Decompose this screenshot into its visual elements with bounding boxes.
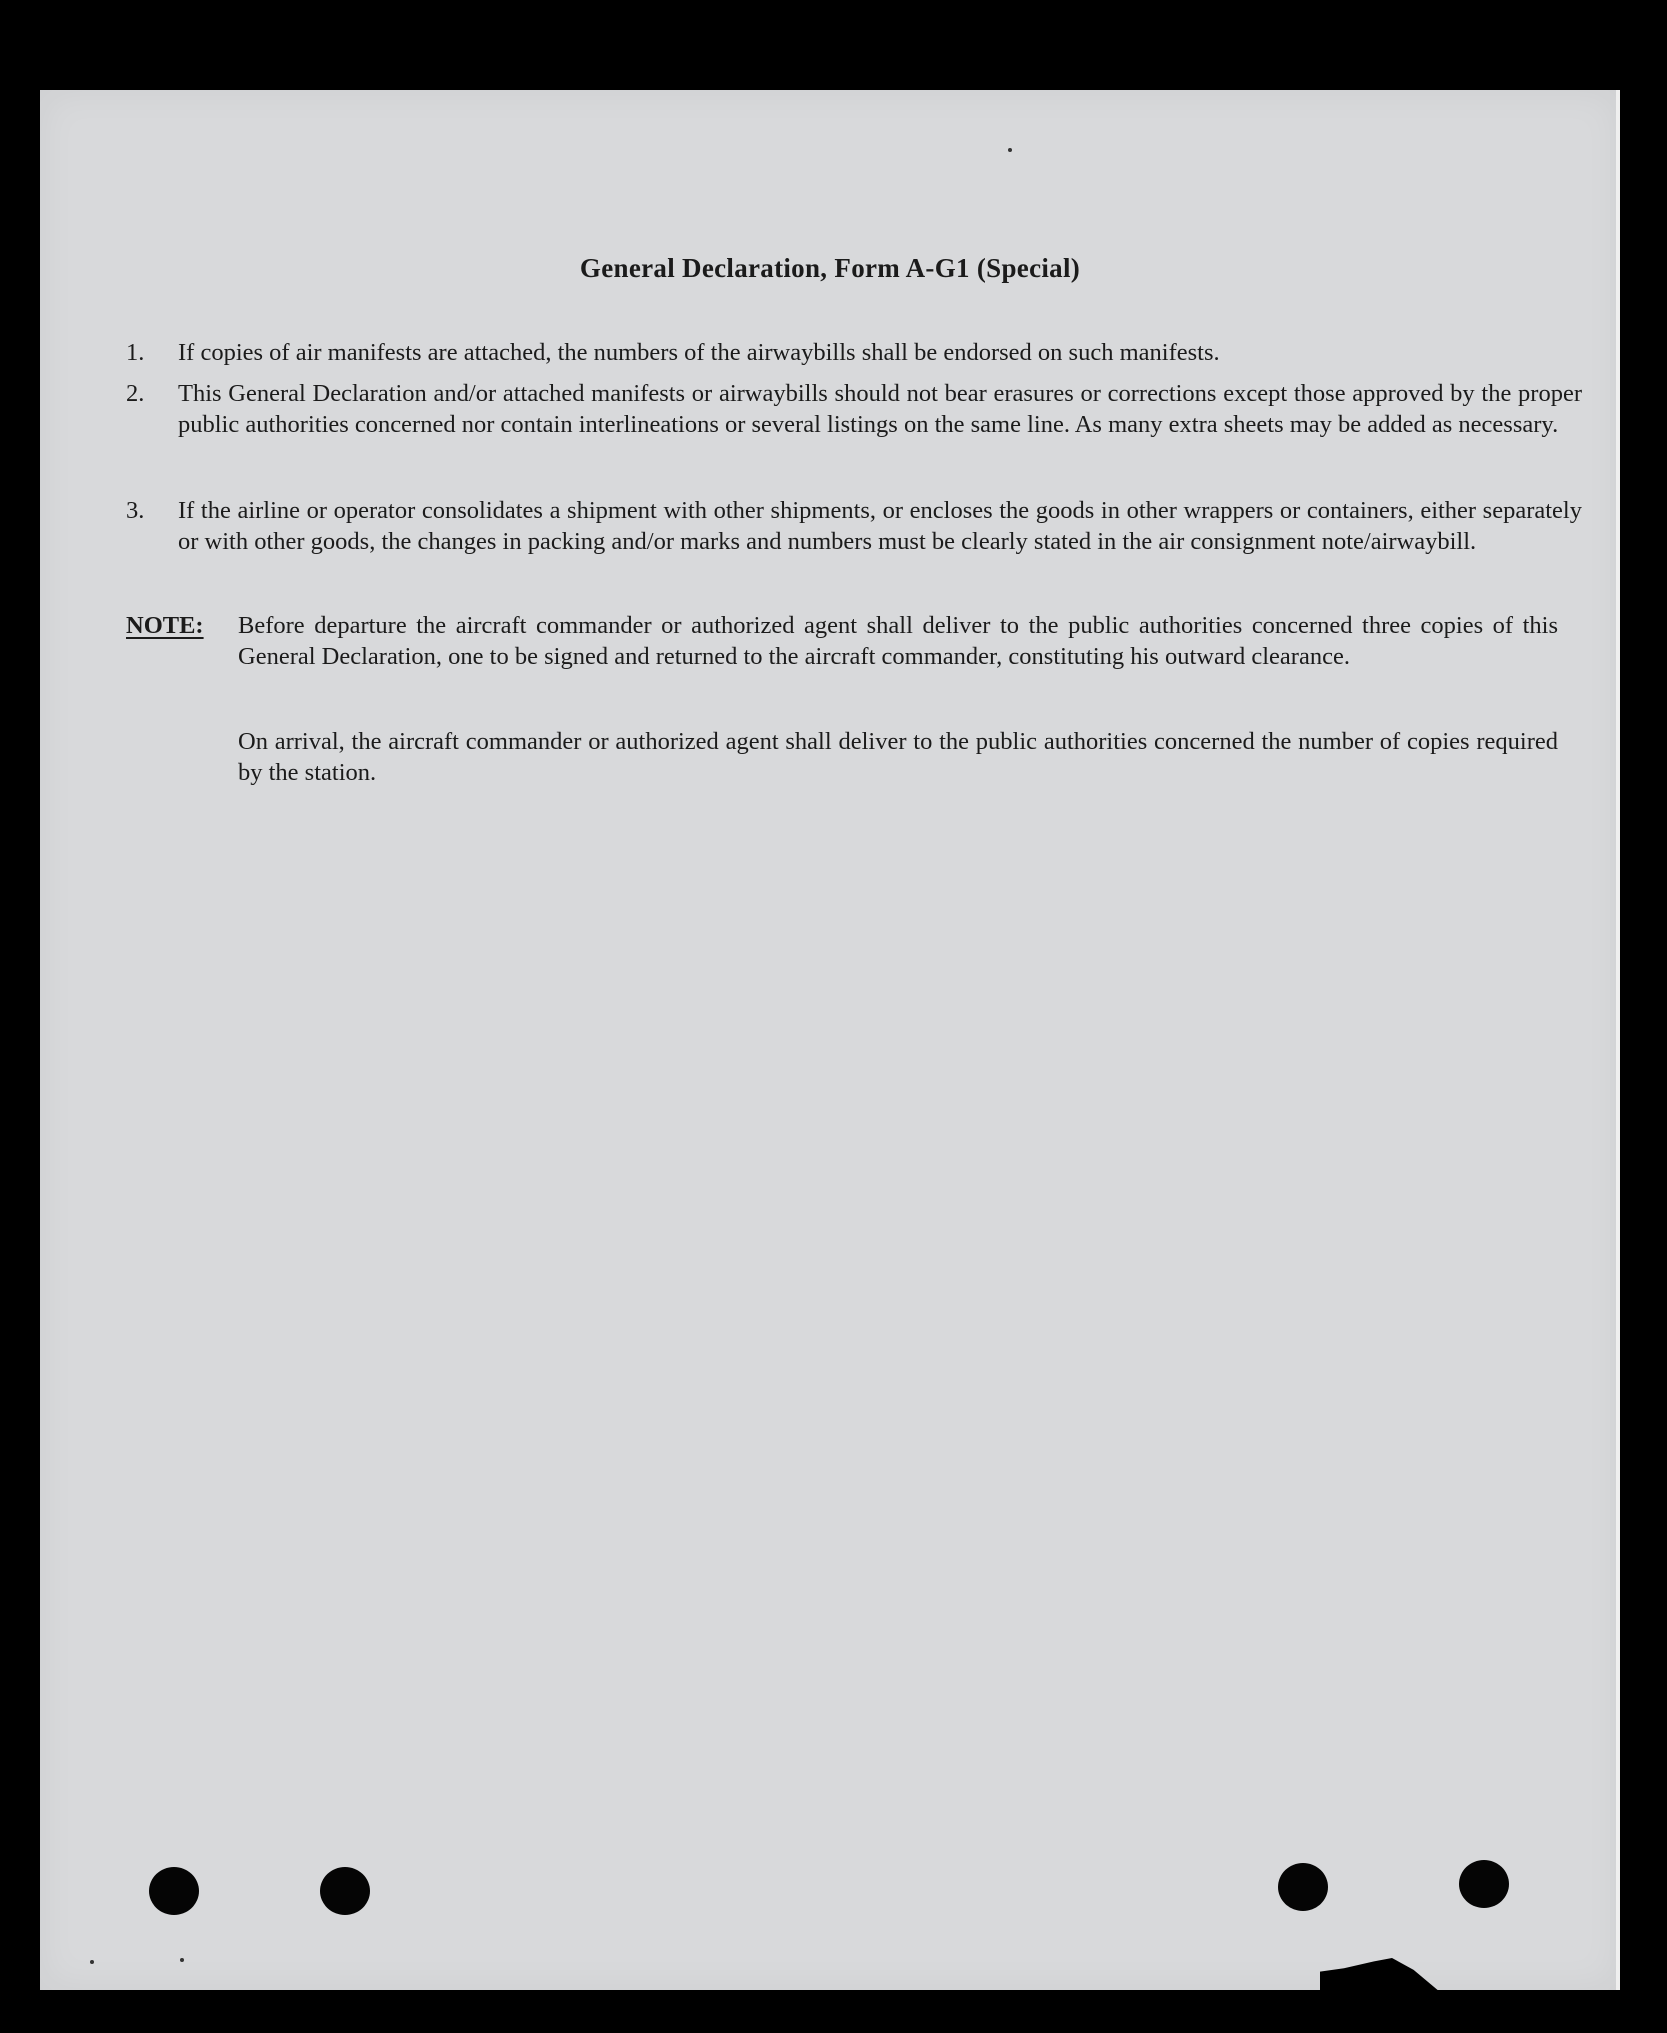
document-page <box>40 90 1620 1990</box>
note-label: NOTE: <box>126 612 204 639</box>
item-text: If the airline or operator consolidates a shipment with other shipments, or encloses the goods in other wrappers or containers, either separately or with other goods, the changes in packing and/or marks and numbers must be clearly stated in the air consignment note/airwaybill. <box>178 497 1582 555</box>
document-title: General Declaration, Form A-G1 (Special) <box>579 253 1081 283</box>
page-edge <box>1616 90 1620 1990</box>
scan-speck <box>1008 148 1012 152</box>
punch-hole <box>320 1867 370 1915</box>
item-text: This General Declaration and/or attached manifests or airwaybills should not bear erasures or corrections except those approved by the proper public authorities concerned nor contain interlineations or several listings on the same line. As many extra sheets may be added as necessary. <box>178 380 1582 438</box>
item-number: 3. <box>126 497 145 524</box>
scan-speck <box>90 1960 94 1964</box>
note-paragraph: Before departure the aircraft commander or authorized agent shall deliver to the public authorities concerned three copies of this General Declaration, one to be signed and returned to the aircraft commander, constituting his outward clearance. <box>238 612 1558 670</box>
item-number: 2. <box>126 380 145 407</box>
punch-hole <box>1278 1863 1328 1911</box>
punch-hole <box>1459 1860 1509 1908</box>
item-text: If copies of air manifests are attached, the numbers of the airwaybills shall be endorsed on such manifests. <box>178 339 1220 366</box>
scan-speck <box>180 1958 184 1962</box>
punch-hole <box>149 1867 199 1915</box>
item-number: 1. <box>126 339 145 366</box>
torn-edge <box>1320 1958 1440 1992</box>
note-paragraph: On arrival, the aircraft commander or authorized agent shall deliver to the public authorities concerned the number of copies required by the station. <box>238 728 1558 786</box>
